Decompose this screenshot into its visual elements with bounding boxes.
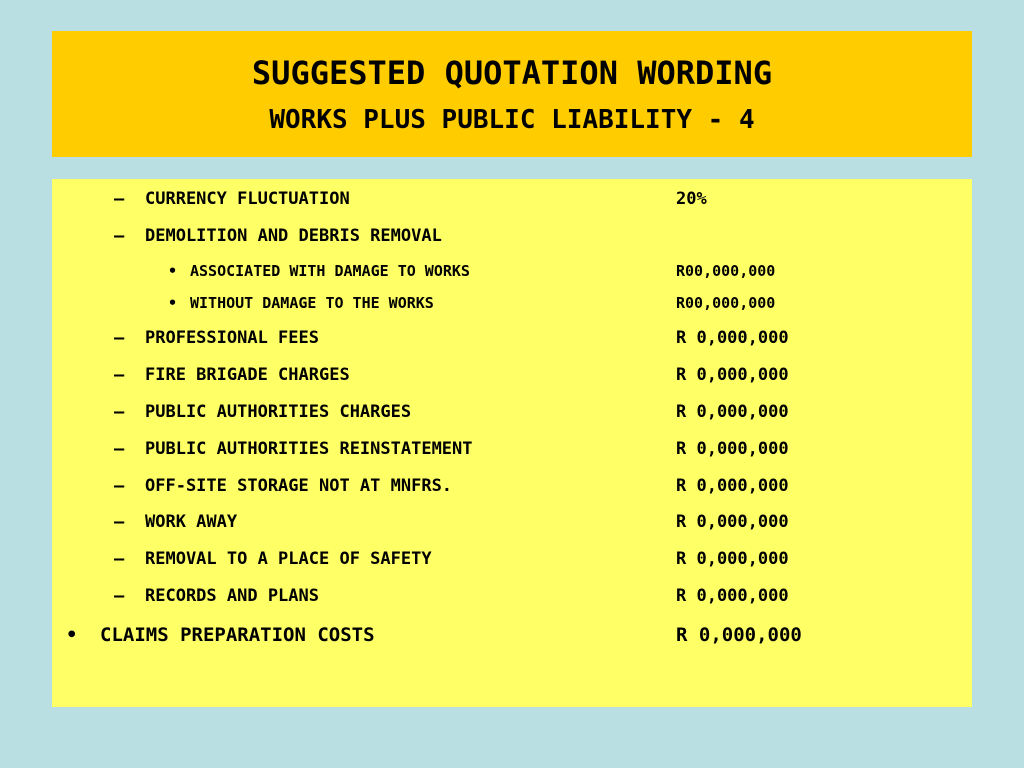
item-value: R 0,000,000 [676,328,789,348]
item-value: R 0,000,000 [676,402,789,422]
item-label: FIRE BRIGADE CHARGES [145,365,350,385]
dash-icon: – [114,402,125,422]
item-value: R 0,000,000 [676,549,789,569]
dash-icon: – [114,586,125,606]
title-banner [52,31,972,157]
item-label: ASSOCIATED WITH DAMAGE TO WORKS [190,262,470,280]
item-label: CURRENCY FLUCTUATION [145,189,350,209]
slide-title: SUGGESTED QUOTATION WORDING [251,54,773,92]
item-label: CLAIMS PREPARATION COSTS [100,624,375,646]
item-value: 20% [676,189,707,209]
item-value: R 0,000,000 [676,439,789,459]
dash-icon: – [114,365,125,385]
dash-icon: – [114,549,125,569]
item-label: OFF-SITE STORAGE NOT AT MNFRS. [145,476,453,496]
item-value: R 0,000,000 [676,586,789,606]
content-panel [52,179,972,707]
slide-subtitle: WORKS PLUS PUBLIC LIABILITY - 4 [269,105,755,135]
item-label: WITHOUT DAMAGE TO THE WORKS [190,294,434,312]
item-value: R 0,000,000 [676,512,789,532]
dash-icon: – [114,189,125,209]
item-label: REMOVAL TO A PLACE OF SAFETY [145,549,432,569]
bullet-icon: • [168,294,178,312]
bullet-icon: • [168,262,178,280]
item-label: PUBLIC AUTHORITIES REINSTATEMENT [145,439,473,459]
item-label: PROFESSIONAL FEES [145,328,319,348]
item-value: R 0,000,000 [676,365,789,385]
item-value: R00,000,000 [676,294,776,312]
dash-icon: – [114,476,125,496]
item-label: RECORDS AND PLANS [145,586,319,606]
item-value: R 0,000,000 [676,476,789,496]
dash-icon: – [114,439,125,459]
dash-icon: – [114,512,125,532]
item-label: WORK AWAY [145,512,238,532]
item-label: DEMOLITION AND DEBRIS REMOVAL [145,226,442,246]
dash-icon: – [114,328,125,348]
item-value: R00,000,000 [676,262,776,280]
item-label: PUBLIC AUTHORITIES CHARGES [145,402,412,422]
item-value: R 0,000,000 [676,624,802,646]
dash-icon: – [114,226,125,246]
bullet-icon: • [66,624,78,646]
